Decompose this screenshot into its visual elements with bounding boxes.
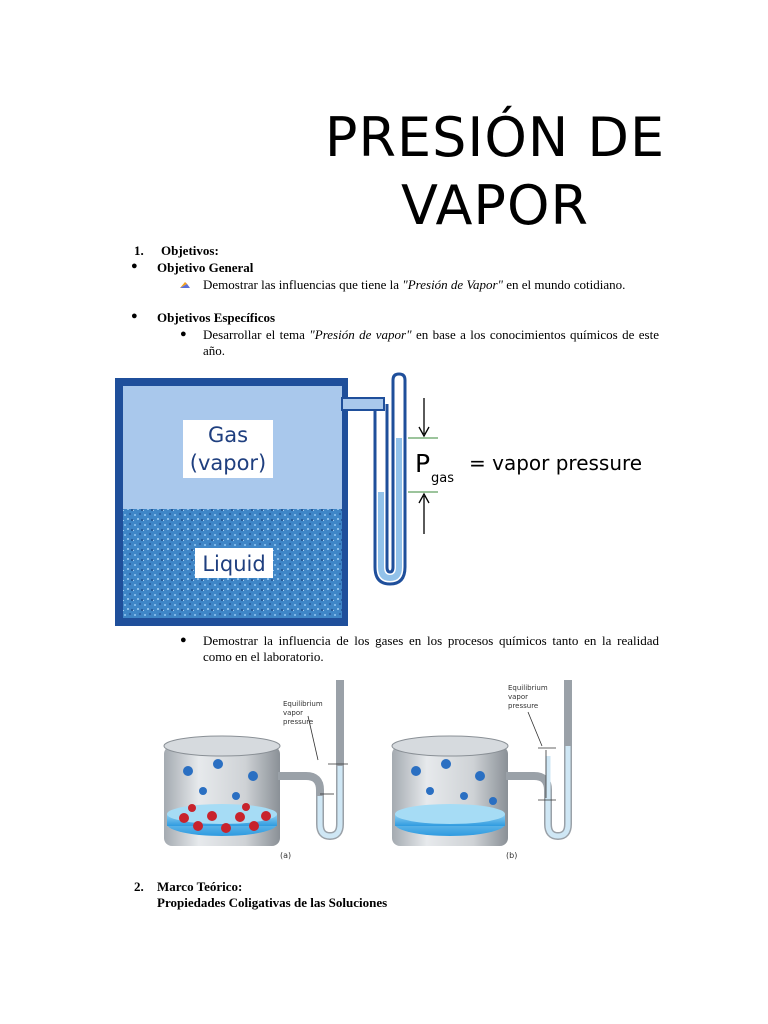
especifico-item1-text-start: Desarrollar el tema (203, 327, 310, 342)
objetivo-general-heading: Objetivo General (157, 260, 254, 275)
annotation-b-line-1: Equilibrium (508, 684, 548, 692)
bullet-dot-icon: ● (180, 328, 187, 340)
gas-label: Gas (207, 423, 249, 447)
annotation-a-line-3: pressure (283, 718, 314, 726)
annotation-b-line-3: pressure (508, 702, 539, 710)
bullet-dot-icon: ● (180, 634, 187, 646)
document-title (300, 104, 690, 240)
section-1-number: 1. (134, 243, 144, 258)
especifico-item1-italic: "Presión de vapor" (309, 327, 412, 342)
bullet-dot-icon: ● (131, 260, 138, 272)
bullet-dot-icon: ● (131, 310, 138, 322)
general-item-italic: "Presión de Vapor" (402, 277, 503, 292)
title-line-1: PRESIÓN DE (324, 106, 666, 169)
annotation-b-line-2: vapor (508, 693, 529, 701)
equilibrium-vapor-pressure-figure (158, 676, 598, 866)
section-2-subheading: Propiedades Coligativas de las Soluciones (157, 895, 388, 910)
objetivo-especifico-item-2: Demostrar la influencia de los gases en los procesos químicos tanto en la realidad como en el laboratorio. (203, 633, 659, 664)
general-item-text-start: Demostrar las influencias que tiene la (203, 277, 403, 292)
p-symbol: P (415, 449, 431, 478)
panel-b (392, 680, 568, 860)
objetivo-especifico-item-1 (203, 327, 659, 359)
especifico-item1-text-end: en base a los conocimientos químicos de este año. (203, 327, 659, 358)
objetivos-especificos-heading: Objetivos Específicos (157, 310, 276, 325)
colored-bullet-icon (179, 280, 191, 290)
annotation-a-line-2: vapor (283, 709, 304, 717)
vapor-pressure-diagram (113, 372, 661, 630)
general-item-text-end: en el mundo cotidiano. (502, 277, 626, 292)
liquid-label: Liquid (202, 552, 266, 576)
caption-b: (b) (506, 851, 518, 860)
objetivo-general-item (203, 277, 659, 293)
vapor-pressure-equation: = vapor pressure (469, 451, 643, 475)
section-1-heading: Objetivos: (161, 243, 219, 258)
section-2-number: 2. (134, 879, 144, 894)
vapor-label: (vapor) (189, 451, 267, 475)
panel-a (164, 680, 348, 860)
section-2-heading: Marco Teórico: (157, 879, 243, 894)
title-line-2: VAPOR (400, 174, 589, 237)
caption-a: (a) (280, 851, 292, 860)
p-subscript: gas (431, 471, 454, 486)
annotation-a-line-1: Equilibrium (283, 700, 323, 708)
